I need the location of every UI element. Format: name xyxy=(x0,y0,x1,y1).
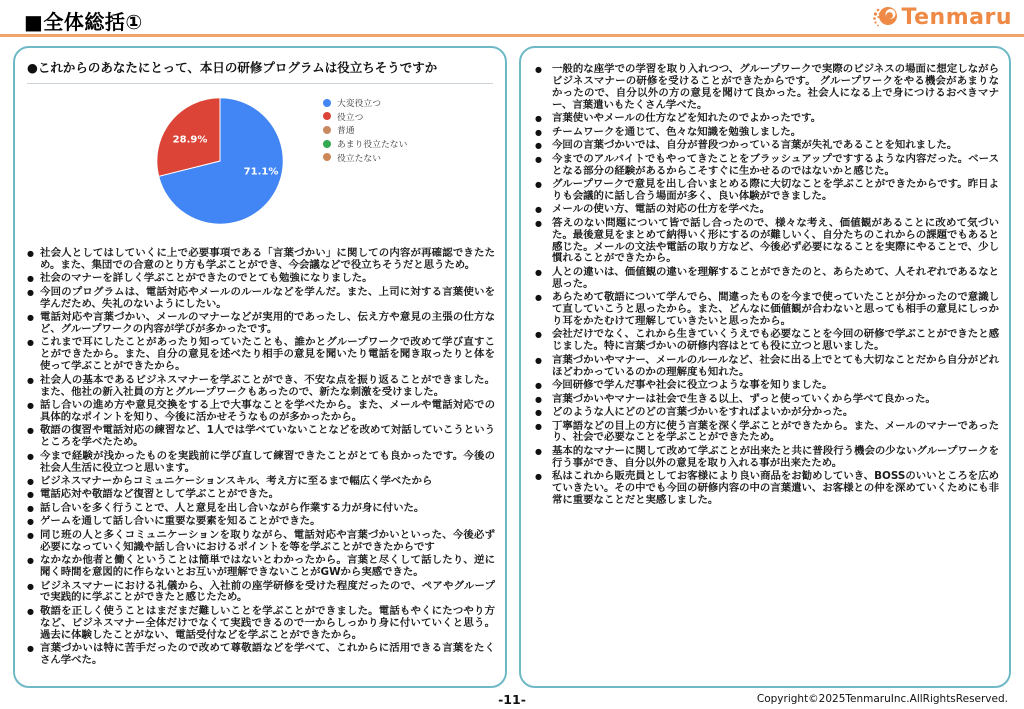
tenmaru-logo xyxy=(869,3,1012,31)
list-item xyxy=(27,476,495,488)
comment-text: 基本的なマナーに関して改めて学ぶことが出来たと共に普段行う機会の少ないグループワークを行う事ができ、自分以外の意見を取り入れる事が出来たため。 xyxy=(552,444,999,469)
bullet-icon: ● xyxy=(535,205,542,215)
comment-text: 言葉づかいは特に苦手だったので改めて尊敬語などを学べて、これからに活用できる言葉をたくさん学べた。 xyxy=(40,642,495,666)
comment-text: 丁寧語などの目上の方に使う言葉を深く学ぶことができたから。また、メールのマナーであったり、社会で必要なことを学ぶことができたため。 xyxy=(552,419,999,444)
bullet-icon: ● xyxy=(27,313,34,323)
tenmaru-logo-text: Tenmaru xyxy=(901,4,1012,30)
comment-text: 言葉使いやメールの仕方などを知れたのでよかったです。 xyxy=(552,112,822,125)
list-item xyxy=(27,425,495,449)
comment-text: 言葉づかいやマナーは社会で生きる以上、ずっと使っていくから学べて良かった。 xyxy=(552,392,936,405)
list-item xyxy=(27,581,495,605)
header-divider xyxy=(0,34,1024,37)
list-item xyxy=(535,140,999,152)
survey-panel-left xyxy=(13,46,507,688)
bullet-icon: ● xyxy=(535,394,542,404)
list-item xyxy=(535,292,999,328)
bullet-icon: ● xyxy=(535,446,542,456)
list-item xyxy=(27,503,495,515)
bullet-icon: ● xyxy=(27,274,34,284)
legend-label: 大変役立つ xyxy=(337,99,381,110)
list-item xyxy=(535,446,999,470)
bullet-icon: ● xyxy=(535,421,542,431)
comment-text: ゲームを通して話し合いに重要な要素を知ることができた。 xyxy=(40,515,321,528)
comment-text: 言葉づかいやマナー、メールのルールなど、社会に出る上でとても大切なことだから自分がどれほどわかっているのかの理解度も知れた。 xyxy=(552,353,999,378)
comment-text: 今回研修で学んだ事や社会に役立つような事を知りました。 xyxy=(552,379,833,392)
page-title: ■全体総括① xyxy=(24,10,143,34)
bullet-icon: ● xyxy=(27,375,34,385)
pie-chart-area xyxy=(15,48,505,248)
list-item xyxy=(535,394,999,406)
list-item xyxy=(535,113,999,125)
comment-text: 今回のプログラムは、電話対応やメールのルールなどを学んだ。また、上司に対する言葉使いを学んだため、失礼のないようにしたい。 xyxy=(40,285,495,310)
legend-label: 役立つ xyxy=(337,112,364,123)
list-item xyxy=(535,204,999,216)
bullet-icon: ● xyxy=(535,381,542,391)
list-item xyxy=(27,375,495,399)
comment-text: 今までのアルバイトでもやってきたことをブラッシュアップですするような内容だった。ベースとなる部分の経験があるからこそすぐに生かせるのではないかと感じた。 xyxy=(552,152,999,177)
list-item xyxy=(535,329,999,353)
legend-label: 普通 xyxy=(337,126,355,137)
right-comments-list xyxy=(535,64,999,508)
list-item xyxy=(27,606,495,642)
list-item xyxy=(535,127,999,139)
bullet-icon: ● xyxy=(27,400,34,410)
comment-text: どのような人にどのどの言葉づかいをすればよいかが分かった。 xyxy=(552,406,854,419)
list-item xyxy=(535,380,999,392)
pie-legend xyxy=(323,96,407,164)
comment-text: 社会人の基本であるビジネスマナーを学ぶことができ、不安な点を振り返ることができました。また、他社の新入社員の方とグループワークもあったので、新たな刺激を受けました。 xyxy=(40,373,495,398)
comment-text: グループワークで意見を出し合いまとめる際に大切なことを学ぶことができたからです。昨日よりも会議的に話し合う場面が多く、良い体験ができました。 xyxy=(552,177,999,202)
bullet-icon: ● xyxy=(535,141,542,151)
legend-swatch xyxy=(323,153,331,161)
list-item xyxy=(535,267,999,291)
comment-text: 社会人としてはしていくに上で必要事項である「言葉づかい」に関しての内容が再確認できたため。また、集団での合意のとり方も学ぶことができ、今会議などで役立ちそうだと思うため。 xyxy=(40,247,495,271)
pie-value-label: 28.9% xyxy=(172,134,208,146)
list-item xyxy=(27,643,495,667)
comment-text: 私はこれから販売員としてお客様により良い商品をお勧めしていき、BOSSのいいところを広めていきたい。その中でも今回の研修内容の中の言葉遣い、お客様との仲を深めていくためにも非常に重要なことだと実感しました。 xyxy=(552,470,999,506)
bullet-icon: ● xyxy=(27,426,34,436)
bullet-icon: ● xyxy=(535,114,542,124)
bullet-icon: ● xyxy=(535,65,542,74)
list-item xyxy=(535,407,999,419)
bullet-icon: ● xyxy=(535,408,542,418)
bullet-icon: ● xyxy=(535,218,542,228)
bullet-icon: ● xyxy=(27,451,34,461)
bullet-icon: ● xyxy=(27,644,34,654)
list-item xyxy=(27,516,495,528)
bullet-icon: ● xyxy=(27,287,34,297)
legend-swatch xyxy=(323,112,331,120)
legend-item xyxy=(323,123,407,137)
comment-text: なかなか他者と働くということは簡単ではないとわかったから。言葉と尽くして話したり、逆に聞く時間を意図的に作らないとお互いが理解できないことがGWから実感できた。 xyxy=(40,554,495,579)
comment-text: 電話対応や言葉づかい、メールのマナーなどが実用的であったし、伝え方や意見の主張の仕方など、グループワークの内容が学びが多かったです。 xyxy=(40,311,495,336)
list-item xyxy=(27,287,495,311)
page-number: -11- xyxy=(498,692,526,707)
legend-label: あまり役立たない xyxy=(337,140,408,151)
bullet-icon: ● xyxy=(27,249,34,258)
comment-text: 敬語を正しく使うことはまだまだ難しいことを学ぶことができました。電話もやくにたつやり方など、ビジネスマナー全体だけでなくて実践できるので一からしっかり身に付いていくと思う。過去に体験したことがない、電話受付などを学ぶことができたから。 xyxy=(40,604,495,641)
comment-text: ビジネスマナーからコミュニケーションスキル、考え方に至るまで幅広く学べたから xyxy=(40,474,433,487)
bullet-icon: ● xyxy=(27,530,34,540)
comment-text: 社会のマナーを詳しく学ぶことができたのでとても勉強になりました。 xyxy=(40,272,373,285)
bullet-icon: ● xyxy=(535,179,542,189)
comment-text: 話し合いの進め方や意見交換をする上で大事なことを学べたから。また、メールや電話対応での具体的なポイントを知り、今後に活かせそうなものが多かったから。 xyxy=(40,398,495,423)
list-item xyxy=(535,218,999,266)
list-item xyxy=(27,273,495,285)
legend-swatch xyxy=(323,126,331,134)
list-item xyxy=(535,154,999,178)
bullet-icon: ● xyxy=(27,490,34,500)
tenmaru-logo-icon xyxy=(869,3,899,31)
bullet-icon: ● xyxy=(27,338,34,348)
comment-text: あらためて敬語について学んでら、間違ったものを今まで使っていたことが分かったので意識して直していこうと思ったから。また、どんなに価値観が合わないと思っても相手の意見にしっかり耳をかたむけて理解していきたいと思ったから。 xyxy=(552,291,999,327)
comment-text: 今回の言葉づかいでは、自分が普段つかっている言葉が失礼であることを知れました。 xyxy=(552,139,958,152)
pie-chart xyxy=(153,94,287,228)
comment-text: 会社だけでなく、これから生きていくうえでも必要なことを今回の研修で学ぶことができたと感じました。特に言葉づかいの研修内容はとても役に立つと思いました。 xyxy=(552,328,999,353)
bullet-icon: ● xyxy=(535,293,542,303)
comment-text: これまで耳にしたことがあったり知っていたことも、誰かとグループワークで改めて学び直すことができたから。また、自分の意見を述べたり相手の意見を聞いたり電話を聞き取ったりと体を使って学ぶことができたから。 xyxy=(40,336,495,373)
bullet-icon: ● xyxy=(27,606,34,616)
legend-item xyxy=(323,150,407,164)
list-item xyxy=(535,471,999,507)
legend-item xyxy=(323,110,407,124)
list-item xyxy=(27,530,495,554)
bullet-icon: ● xyxy=(27,581,34,591)
bullet-icon: ● xyxy=(535,355,542,365)
comment-text: メールの使い方、電話の対応の仕方を学べた。 xyxy=(552,203,770,216)
list-item xyxy=(27,555,495,579)
bullet-icon: ● xyxy=(27,517,34,527)
list-item xyxy=(27,312,495,336)
bullet-icon: ● xyxy=(535,127,542,137)
survey-question: ●これからのあなたにとって、本日の研修プログラムは役立ちそうですか xyxy=(27,58,493,84)
list-item xyxy=(27,489,495,501)
comment-text: 敬語の復習や電話対応の練習など、1人では学べていないことなどを改めて対話していこうというところを学べたため。 xyxy=(40,424,495,449)
left-comments-list xyxy=(27,248,495,668)
comment-text: チームワークを通じて、色々な知識を勉強しました。 xyxy=(552,125,802,138)
list-item xyxy=(27,451,495,475)
list-item xyxy=(535,179,999,203)
comment-text: 今まで経験が浅かったものを実践前に学び直して練習できたことがとても良かったです。今後の社会人生活に役立つと思います。 xyxy=(40,449,495,474)
list-item xyxy=(27,400,495,424)
legend-item xyxy=(323,137,407,151)
survey-panel-right xyxy=(519,46,1011,688)
bullet-icon: ● xyxy=(535,267,542,277)
bullet-icon: ● xyxy=(535,330,542,340)
list-item xyxy=(27,248,495,272)
list-item xyxy=(27,337,495,373)
bullet-icon: ● xyxy=(27,556,34,566)
legend-label: 役立たない xyxy=(337,153,381,164)
legend-item xyxy=(323,96,407,110)
bullet-icon: ● xyxy=(535,154,542,164)
legend-swatch xyxy=(323,99,331,107)
copyright-text: Copyright©2025TenmaruInc.AllRightsReserved. xyxy=(756,693,1008,705)
list-item xyxy=(535,355,999,379)
comment-text: ビジネスマナーにおける礼儀から、入社前の座学研修を受けた程度だったので、ペアやグループで実践的に学ぶことができたと感じたため。 xyxy=(40,579,495,604)
bullet-icon: ● xyxy=(27,503,34,513)
bullet-icon: ● xyxy=(535,472,542,482)
bullet-icon: ● xyxy=(27,476,34,486)
list-item xyxy=(535,64,999,112)
list-item xyxy=(535,421,999,445)
pie-value-label: 71.1% xyxy=(243,166,279,178)
comment-text: 同じ班の人と多くコミュニケーションを取りながら、電話対応や言葉づかいといった、今後必ず必要になっていく知識や話し合いにおけるポイントを等を学ぶことができたからです xyxy=(40,528,495,553)
comment-text: 電話応対や敬語など復習として学ぶことができた。 xyxy=(40,488,279,501)
comment-text: 一般的な座学での学習を取り入れつつ、グループワークで実際のビジネスの場面に想定しながらビジネスマナーの研修を受けることができたからです。 グループワークをやる機会があまりなかったので、自分以外の方の意見を聞けて良かった。社会人になる上で身につけるおべきマナー、言葉遣いもたくさん学べた。 xyxy=(552,63,999,111)
comment-text: 答えのない問題について皆で話し合ったので、様々な考え、価値観があることに改めて気づいた。最後意見をまとめて納得いく形にするのが難しいく、自分たちのこれからの課題でもあると感じた。メールの文法や電話の取り方など、今後必ず必要になることを実際にやることで、少し慣れることができたから。 xyxy=(552,216,999,265)
comment-text: 話し合いを多く行うことで、人と意見を出し合いながら作業する力が身に付いた。 xyxy=(40,501,425,514)
comment-text: 人との違いは、価値観の違いを理解することができたのと、あらためて、人それぞれであるなと思った。 xyxy=(552,265,999,290)
legend-swatch xyxy=(323,140,331,148)
